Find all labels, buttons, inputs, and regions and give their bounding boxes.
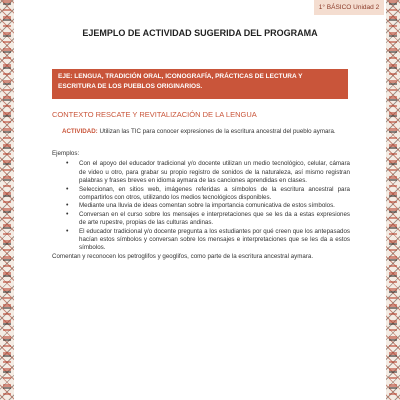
list-item: • Seleccionan, en sitios web, imágenes referidas a símbolos de la escritura ancestral para compartirlos con otros, utilizando los medios tecnológicos disponibles. xyxy=(52,186,350,203)
activity-text: Utilizan las TIC para conocer expresiones de la escritura ancestral del pueblo aymara. xyxy=(97,128,336,135)
list-item: • El educador tradicional y/o docente pregunta a los estudiantes por qué creen que los antepasados hacían estos símbolos y conversan sobre los mensajes e interpretaciones que se les da a estos símbolos. xyxy=(52,228,350,253)
list-item: • Con el apoyo del educador tradicional y/o docente utilizan un medio tecnológico, celular, cámara de video u otro, para grabar su propio registro de sonidos de la naturaleza, así mismo registran palabras y frases breves en idioma aymara de las canciones aprendidas en clases. xyxy=(52,160,350,185)
list-item: • Mediante una lluvia de ideas comentan sobre la importancia comunicativa de estos símbolos. xyxy=(52,202,350,210)
axis-banner: EJE: LENGUA, TRADICIÓN ORAL, ICONOGRAFÍA, PRÁCTICAS DE LECTURA Y ESCRITURA DE LOS PUEBLOS ORIGINARIOS. xyxy=(52,69,348,99)
activity-line xyxy=(62,128,352,136)
context-heading: CONTEXTO RESCATE Y REVITALIZACIÓN DE LA LENGUA xyxy=(52,110,257,119)
page-title: EJEMPLO DE ACTIVIDAD SUGERIDA DEL PROGRAMA xyxy=(82,28,318,38)
unit-tab: 1° BÁSICO Unidad 2 xyxy=(314,0,384,15)
activity-label: ACTIVIDAD: xyxy=(62,128,98,135)
closing-text: Comentan y reconocen los petroglifos y geoglifos, como parte de la escritura ancestral aymara. xyxy=(52,252,314,260)
decorative-border-right xyxy=(386,0,400,400)
list-item: • Conversan en el curso sobre los mensajes e interpretaciones que se les da a estas expresiones de arte rupestre, propias de las culturas andinas. xyxy=(52,211,350,228)
examples-list xyxy=(52,160,350,252)
decorative-border-left xyxy=(0,0,14,400)
examples-label: Ejemplos: xyxy=(52,150,80,157)
examples-section xyxy=(52,150,350,261)
